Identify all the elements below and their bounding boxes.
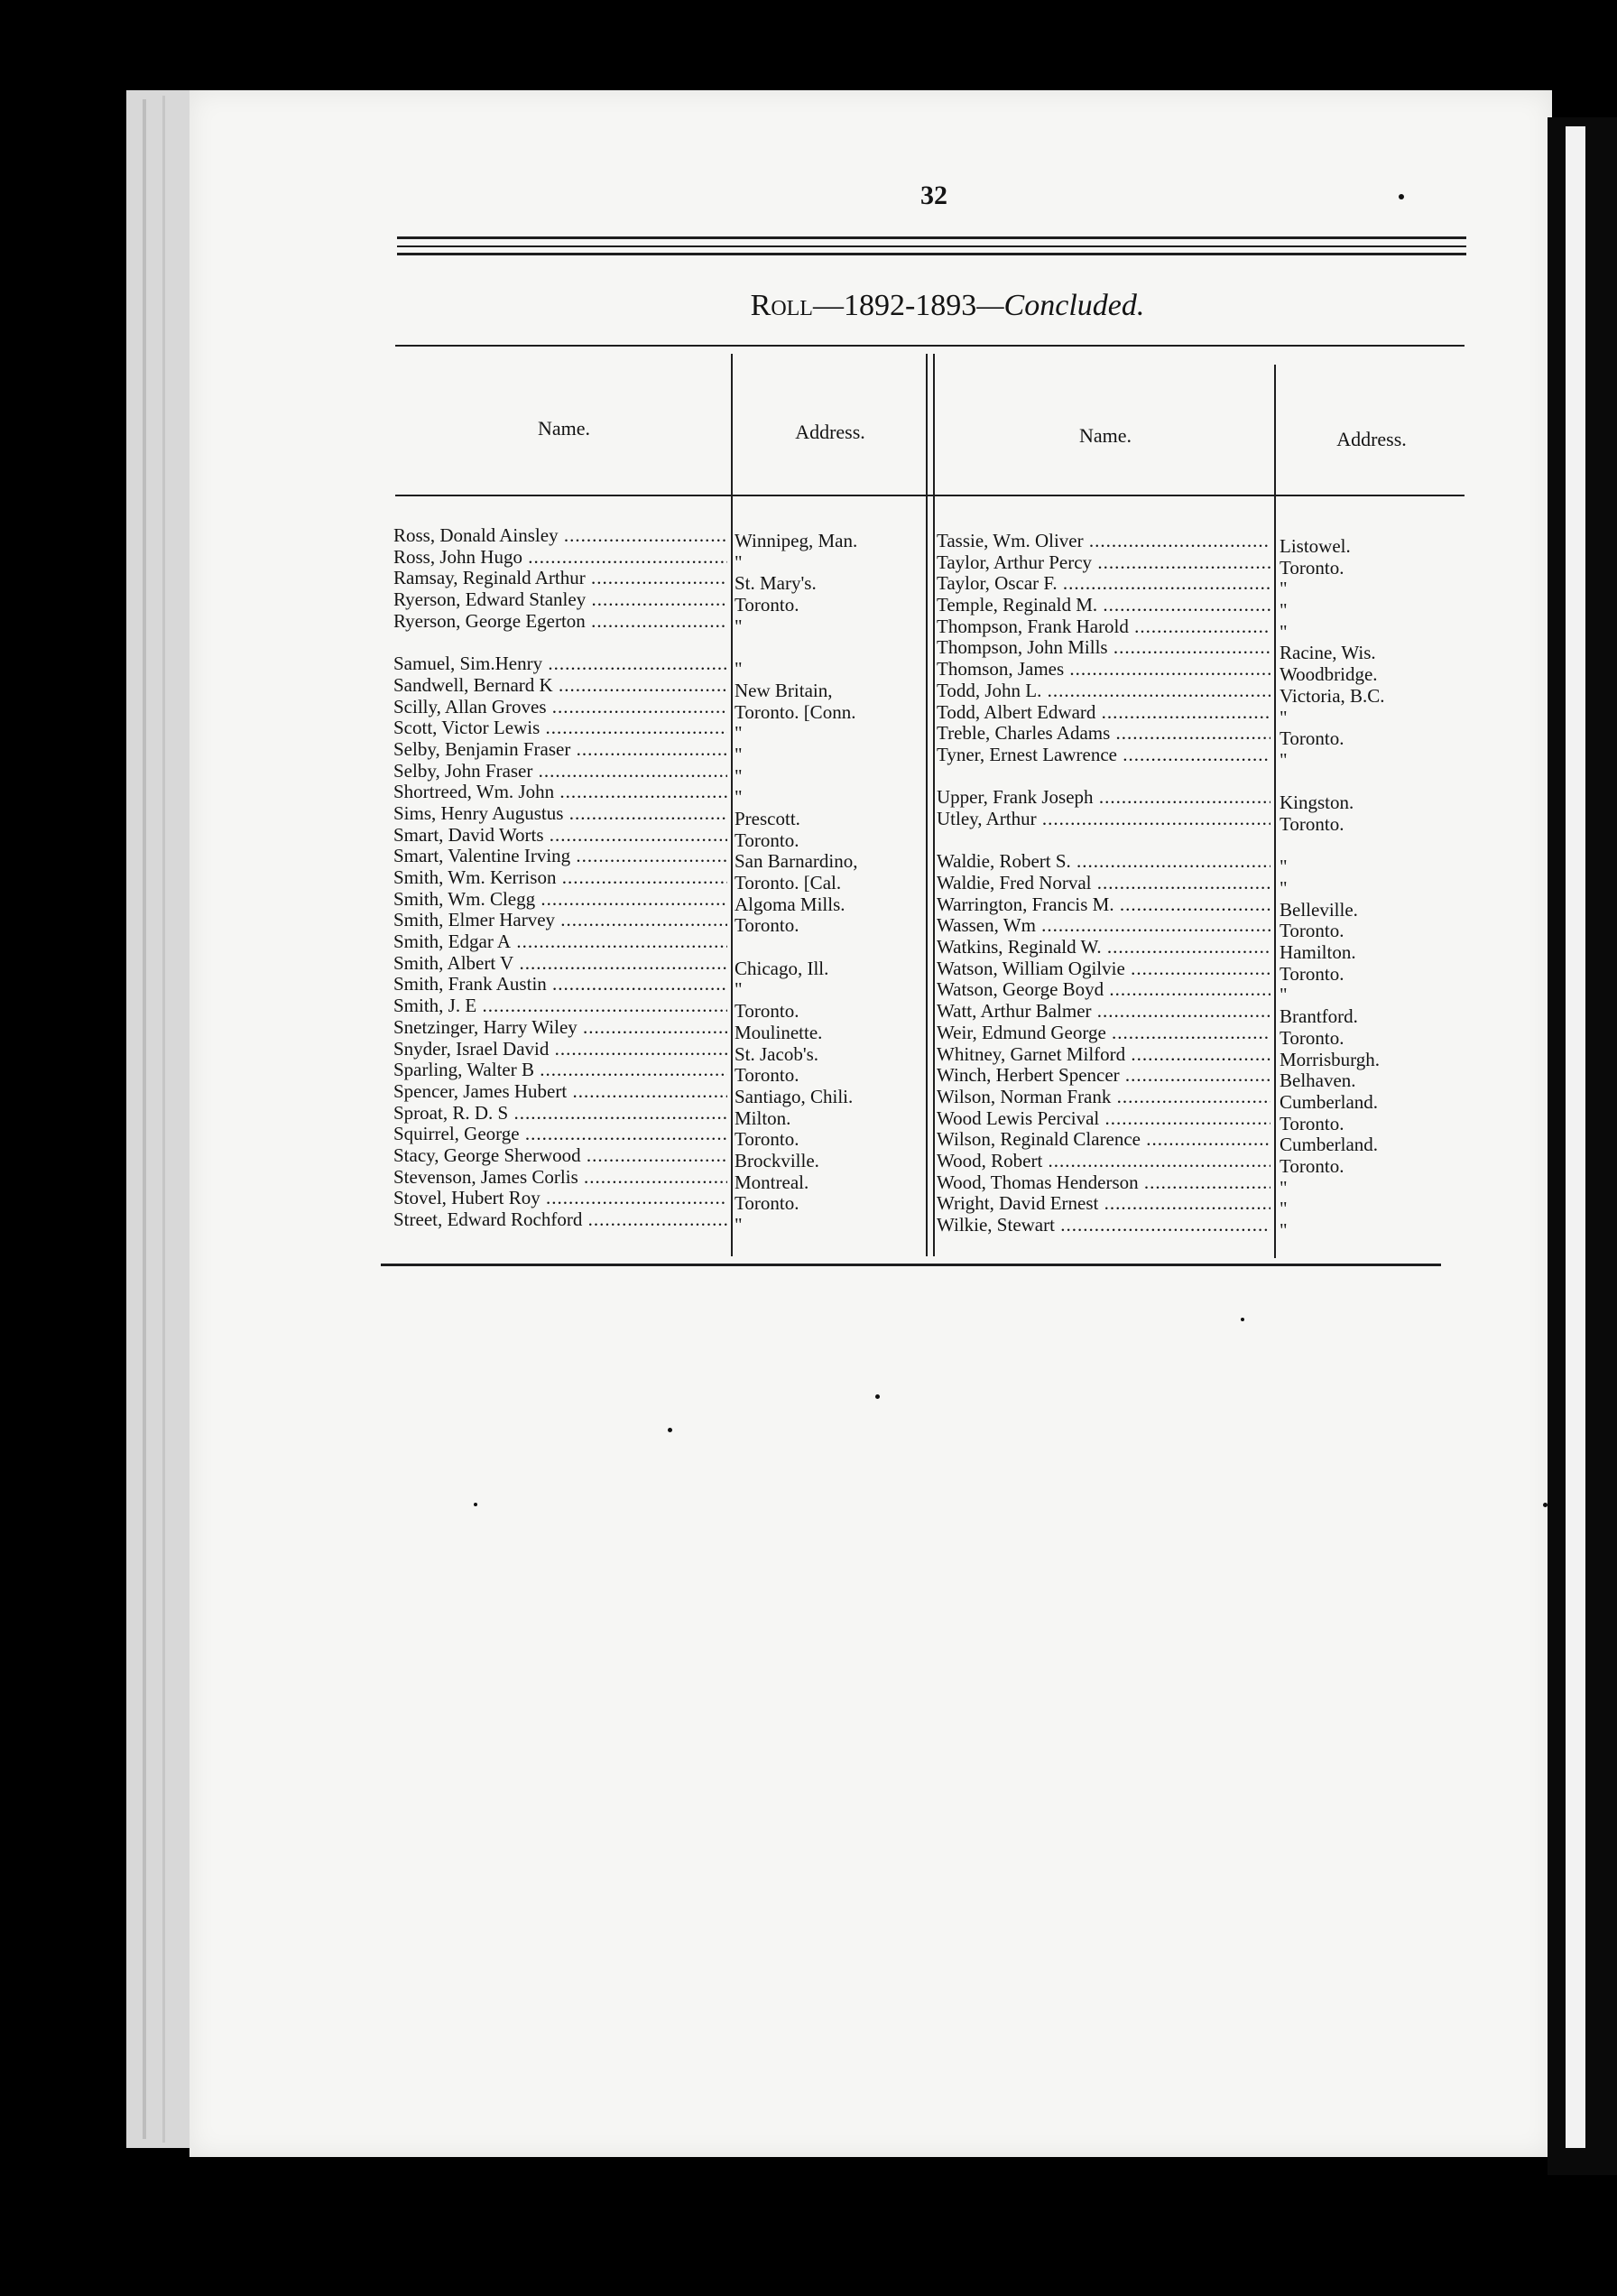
roll-name-entry	[937, 766, 1270, 788]
roll-address-entry: "	[735, 765, 743, 787]
roll-name-entry: Waldie, Robert S. .....	[937, 851, 1270, 873]
roll-name-entry: Stacy, George Sherwood .....	[393, 1145, 727, 1167]
roll-address-entry: Brockville.	[735, 1150, 819, 1171]
roll-name-entry: Thompson, Frank Harold .....	[937, 616, 1270, 638]
roll-name-entry: Sims, Henry Augustus .....	[393, 803, 727, 825]
roll-name-entry: Ross, Donald Ainsley .....	[393, 525, 727, 547]
roll-name-entry: Ross, John Hugo .....	[393, 547, 727, 569]
roll-address-entry: "	[1280, 985, 1288, 1006]
roll-address-entry: "	[1280, 878, 1288, 899]
roll-name-entry: Selby, Benjamin Fraser .....	[393, 739, 727, 761]
roll-name-entry: Samuel, Sim.Henry .....	[393, 653, 727, 675]
roll-address-entry: Toronto.	[735, 1129, 799, 1151]
roll-address-entry: Chicago, Ill.	[735, 958, 829, 979]
scan-background-left	[0, 0, 135, 2296]
roll-name-entry: Snyder, Israel David .....	[393, 1039, 727, 1060]
adjacent-page-edge	[1566, 126, 1585, 2148]
roll-name-entry: Whitney, Garnet Milford .....	[937, 1044, 1270, 1066]
roll-address-entry: Toronto.	[735, 1065, 799, 1087]
roll-name-entry: Waldie, Fred Norval .....	[937, 873, 1270, 894]
roll-name-entry: Watson, George Boyd .....	[937, 979, 1270, 1001]
roll-address-entry: "	[735, 787, 743, 809]
header-address-left: Address.	[795, 421, 865, 443]
roll-name-entry: Winch, Herbert Spencer .....	[937, 1065, 1270, 1087]
roll-name-entry: Smith, Wm. Clegg .....	[393, 889, 727, 911]
roll-name-entry: Todd, John L. .....	[937, 680, 1270, 702]
divider-center-2	[933, 354, 935, 1256]
roll-name-entry: Sproat, R. D. S .....	[393, 1103, 727, 1125]
right-address-column	[1280, 536, 1460, 1242]
roll-name-entry: Shortreed, Wm. John .....	[393, 782, 727, 803]
roll-address-entry: Toronto.	[1280, 1113, 1344, 1134]
scan-speck	[1543, 1503, 1548, 1507]
roll-name-entry: Smith, Elmer Harvey .....	[393, 910, 727, 931]
roll-name-entry: Sparling, Walter B .....	[393, 1060, 727, 1081]
top-double-rule-2	[397, 245, 1466, 247]
roll-name-entry: Stovel, Hubert Roy .....	[393, 1188, 727, 1209]
roll-name-entry: Utley, Arthur .....	[937, 809, 1270, 830]
scan-speck	[1241, 1318, 1244, 1321]
roll-name-entry: Sandwell, Bernard K .....	[393, 675, 727, 697]
roll-address-entry: "	[735, 1215, 743, 1236]
roll-name-entry: Wood Lewis Percival .....	[937, 1108, 1270, 1130]
roll-name-entry: Treble, Charles Adams .....	[937, 723, 1270, 745]
roll-address-entry	[735, 637, 924, 659]
roll-address-entry: San Barnardino,	[735, 851, 858, 873]
roll-name-entry: Upper, Frank Joseph .....	[937, 787, 1270, 809]
roll-address-entry	[1280, 772, 1460, 793]
roll-address-entry: New Britain,	[735, 680, 833, 701]
roll-address-entry: "	[735, 551, 743, 573]
roll-name-entry: Scilly, Allan Groves .....	[393, 697, 727, 718]
roll-address-entry: Toronto.	[1280, 728, 1344, 750]
roll-name-entry: Taylor, Arthur Percy .....	[937, 552, 1270, 574]
roll-address-entry: Toronto. [Cal.	[735, 873, 842, 893]
top-double-rule-1	[397, 236, 1466, 239]
roll-address-entry: Cumberland.	[1280, 1134, 1379, 1156]
roll-address-entry: Toronto.	[1280, 963, 1344, 985]
page-title	[632, 289, 1263, 323]
roll-address-entry: "	[1280, 1220, 1288, 1241]
bottom-rule	[381, 1264, 1441, 1266]
header-address-right: Address.	[1336, 428, 1407, 450]
roll-name-entry: Street, Edward Rochford .....	[393, 1209, 727, 1231]
roll-address-entry: Toronto.	[1280, 813, 1344, 835]
roll-name-entry: Scott, Victor Lewis .....	[393, 718, 727, 739]
roll-name-entry: Wilson, Reginald Clarence .....	[937, 1129, 1270, 1151]
roll-name-entry: Ramsay, Reginald Arthur .....	[393, 568, 727, 589]
roll-name-entry: Smart, Valentine Irving .....	[393, 846, 727, 867]
roll-name-entry: Tyner, Ernest Lawrence .....	[937, 745, 1270, 766]
header-name-left: Name.	[537, 417, 591, 440]
roll-name-entry: Smith, Edgar A .....	[393, 931, 727, 953]
roll-name-entry: Smith, Albert V .....	[393, 953, 727, 975]
roll-address-entry: Prescott.	[735, 808, 800, 829]
roll-name-entry: Smith, J. E .....	[393, 995, 727, 1017]
roll-name-entry: Temple, Reginald M. .....	[937, 595, 1270, 616]
roll-name-entry: Smith, Frank Austin .....	[393, 974, 727, 995]
roll-address-entry: Brantford.	[1280, 1006, 1358, 1028]
header-bottom-rule	[395, 495, 1465, 496]
roll-name-entry: Thompson, John Mills .....	[937, 637, 1270, 659]
divider-left-address	[731, 354, 733, 1256]
roll-name-entry: Ryerson, Edward Stanley .....	[393, 589, 727, 611]
roll-address-entry: "	[1280, 621, 1288, 643]
roll-address-entry: "	[735, 979, 743, 1001]
roll-address-entry: Belleville.	[1280, 899, 1358, 921]
left-address-column	[735, 531, 924, 1236]
title-concluded: —Concluded.	[976, 289, 1145, 322]
roll-address-entry: Santiago, Chili.	[735, 1086, 854, 1107]
roll-address-entry: Toronto.	[1280, 921, 1344, 942]
roll-address-entry: Winnipeg, Man.	[735, 531, 858, 551]
roll-address-entry: Toronto.	[1280, 557, 1344, 579]
roll-address-entry: "	[735, 723, 743, 745]
roll-address-entry: Racine, Wis.	[1280, 643, 1376, 664]
title-roll: Roll	[750, 289, 813, 322]
roll-address-entry: Toronto.	[1280, 1027, 1344, 1049]
roll-address-entry	[1280, 836, 1460, 857]
roll-name-entry	[393, 632, 727, 653]
roll-address-entry: St. Jacob's.	[735, 1043, 819, 1065]
header-top-rule	[395, 345, 1465, 347]
divider-center-1	[926, 354, 928, 1256]
roll-address-entry: "	[735, 659, 743, 680]
scan-speck	[474, 1503, 477, 1506]
roll-address-entry: Victoria, B.C.	[1280, 685, 1385, 707]
roll-name-entry: Snetzinger, Harry Wiley .....	[393, 1017, 727, 1039]
roll-name-entry: Taylor, Oscar F. .....	[937, 573, 1270, 595]
roll-address-entry: Montreal.	[735, 1171, 809, 1193]
roll-name-entry: Wright, David Ernest .....	[937, 1193, 1270, 1215]
roll-address-entry: Algoma Mills.	[735, 893, 845, 915]
roll-name-entry: Wilkie, Stewart .....	[937, 1215, 1270, 1236]
roll-name-entry: Stevenson, James Corlis .....	[393, 1167, 727, 1189]
roll-address-entry: Toronto.	[735, 595, 799, 616]
roll-name-entry: Todd, Albert Edward .....	[937, 702, 1270, 724]
roll-address-entry: "	[1280, 1199, 1288, 1220]
title-years: —1892-1893	[812, 289, 977, 322]
roll-name-entry: Wilson, Norman Frank .....	[937, 1087, 1270, 1108]
roll-address-entry	[735, 937, 924, 958]
roll-address-entry: Milton.	[735, 1107, 791, 1129]
roll-name-entry: Warrington, Francis M. .....	[937, 894, 1270, 916]
roll-address-entry: "	[735, 744, 743, 765]
left-name-column	[393, 525, 727, 1231]
roll-address-entry: "	[1280, 749, 1288, 771]
roll-address-entry: "	[1280, 856, 1288, 878]
roll-address-entry: Belhaven.	[1280, 1070, 1356, 1092]
roll-name-entry: Wood, Thomas Henderson .....	[937, 1172, 1270, 1194]
scan-speck	[1399, 194, 1404, 199]
roll-address-entry: Woodbridge.	[1280, 664, 1378, 686]
header-name-right: Name.	[1078, 424, 1132, 447]
roll-name-entry: Wassen, Wm .....	[937, 915, 1270, 937]
roll-name-entry: Wood, Robert .....	[937, 1151, 1270, 1172]
roll-name-entry: Smart, David Worts .....	[393, 825, 727, 847]
right-name-column	[937, 531, 1270, 1236]
roll-address-entry: Toronto.	[1280, 1155, 1344, 1177]
roll-name-entry	[937, 830, 1270, 852]
roll-address-entry: St. Mary's.	[735, 573, 817, 595]
roll-name-entry: Spencer, James Hubert .....	[393, 1081, 727, 1103]
roll-address-entry: Listowel.	[1280, 536, 1351, 557]
roll-address-entry: Toronto.	[735, 1193, 799, 1215]
roll-address-entry: "	[1280, 1177, 1288, 1199]
roll-address-entry: Toronto.	[735, 915, 799, 937]
roll-name-entry: Watson, William Ogilvie .....	[937, 958, 1270, 980]
roll-name-entry: Ryerson, George Egerton .....	[393, 611, 727, 633]
roll-address-entry: Toronto.	[735, 829, 799, 851]
roll-name-entry: Watt, Arthur Balmer .....	[937, 1001, 1270, 1023]
roll-name-entry: Thomson, James .....	[937, 659, 1270, 680]
divider-right-address	[1274, 365, 1276, 1258]
roll-address-entry: "	[735, 616, 743, 637]
roll-name-entry: Selby, John Fraser .....	[393, 761, 727, 782]
roll-address-entry: Kingston.	[1280, 792, 1354, 814]
roll-address-entry: "	[1280, 579, 1288, 600]
roll-address-entry: "	[1280, 600, 1288, 622]
top-double-rule-3	[397, 253, 1466, 255]
scan-speck	[668, 1428, 672, 1432]
roll-name-entry: Smith, Wm. Kerrison .....	[393, 867, 727, 889]
roll-name-entry: Tassie, Wm. Oliver .....	[937, 531, 1270, 552]
roll-address-entry: Toronto. [Conn.	[735, 701, 856, 723]
page-number: 32	[920, 181, 947, 210]
roll-address-entry: Moulinette.	[735, 1022, 823, 1043]
roll-address-entry: Cumberland.	[1280, 1091, 1379, 1113]
roll-name-entry: Watkins, Reginald W. .....	[937, 937, 1270, 958]
roll-name-entry: Weir, Edmund George .....	[937, 1023, 1270, 1044]
roll-address-entry: Hamilton.	[1280, 942, 1356, 964]
roll-address-entry: "	[1280, 707, 1288, 728]
roll-name-entry: Squirrel, George .....	[393, 1124, 727, 1145]
roll-address-entry: Toronto.	[735, 1001, 799, 1023]
roll-address-entry: Morrisburgh.	[1280, 1049, 1381, 1070]
scan-speck	[875, 1394, 880, 1399]
